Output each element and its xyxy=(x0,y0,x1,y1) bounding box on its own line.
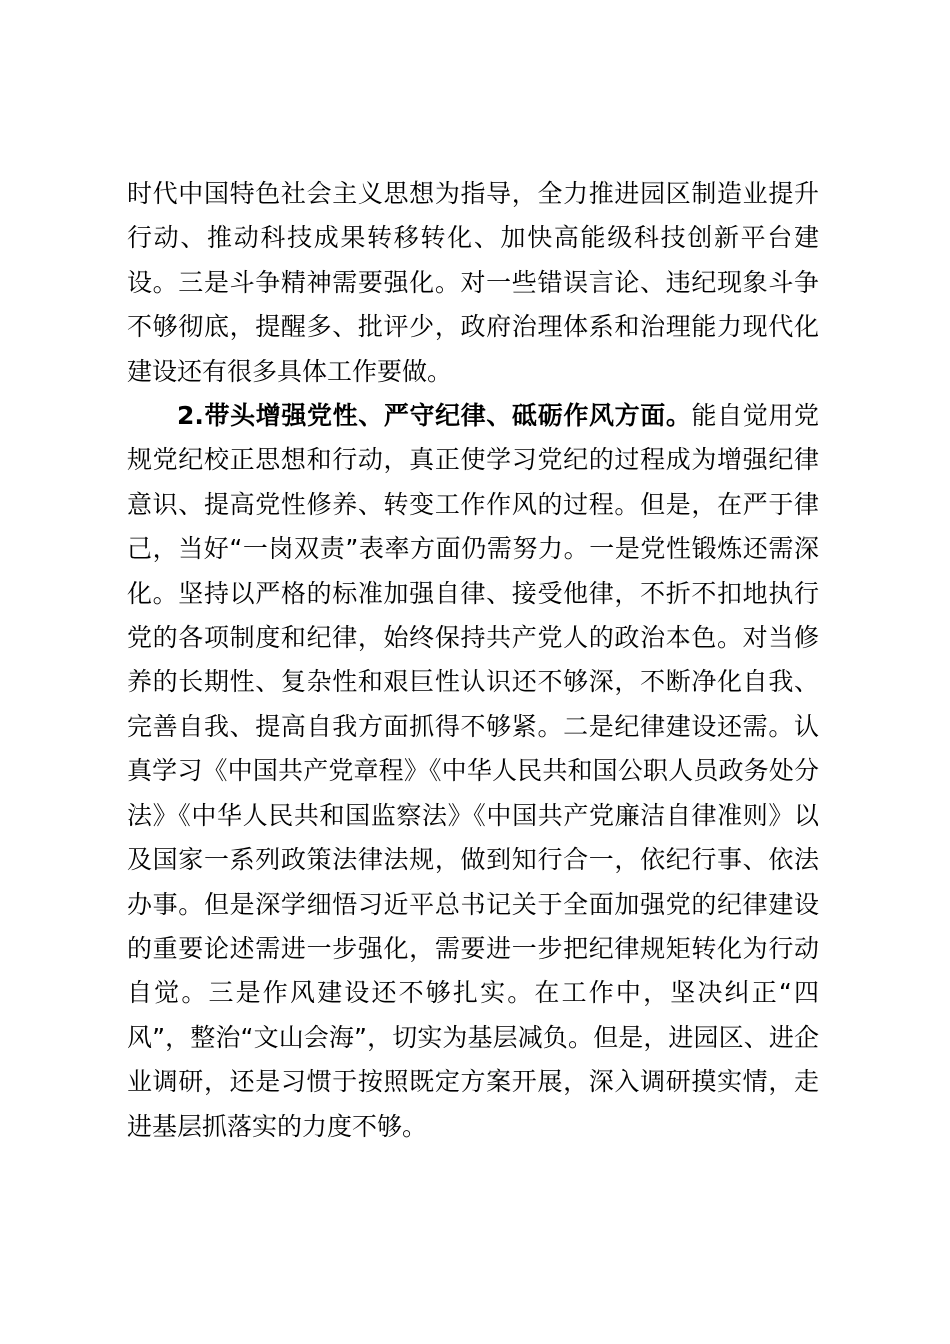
paragraph-text: 能自觉用党规党纪校正思想和行动，真正使学习党纪的过程成为增强纪律意识、提高党性修养、转变工作作风的过程。但是，在严于律己，当好“一岗双责”表率方面仍需努力。一是党性锻炼还需深化。坚持以严格的标准加强自律、接受他律，不折不扣地执行党的各项制度和纪律，始终保持共产党人的政治本色。对当修养的长期性、复杂性和艰巨性认识还不够深，不断净化自我、完善自我、提高自我方面抓得不够紧。二是纪律建设还需。认真学习《中国共产党章程》《中华人民共和国公职人员政务处分法》《中华人民共和国监察法》《中国共产党廉洁自律准则》以及国家一系列政策法律法规，做到知行合一，依纪行事、依法办事。但是深学细悟习近平总书记关于全面加强党的纪律建设的重要论述需进一步强化，需要进一步把纪律规矩转化为行动自觉。三是作风建设还不够扎实。在工作中，坚决纠正“四风”，整治“文山会海”，切实为基层减负。但是，进园区、进企业调研，还是习惯于按照既定方案开展，深入调研摸实情，走进基层抓落实的力度不够。 xyxy=(127,401,819,1141)
section-heading: 2.带头增强党性、严守纪律、砥砺作风方面。 xyxy=(177,401,692,431)
paragraph-section-2 xyxy=(127,394,819,1149)
paragraph-continuation xyxy=(127,172,819,394)
document-body xyxy=(127,172,819,1149)
paragraph-text: 时代中国特色社会主义思想为指导，全力推进园区制造业提升行动、推动科技成果转移转化、加快高能级科技创新平台建设。三是斗争精神需要强化。对一些错误言论、违纪现象斗争不够彻底，提醒多、批评少，政府治理体系和治理能力现代化建设还有很多具体工作要做。 xyxy=(127,179,819,386)
